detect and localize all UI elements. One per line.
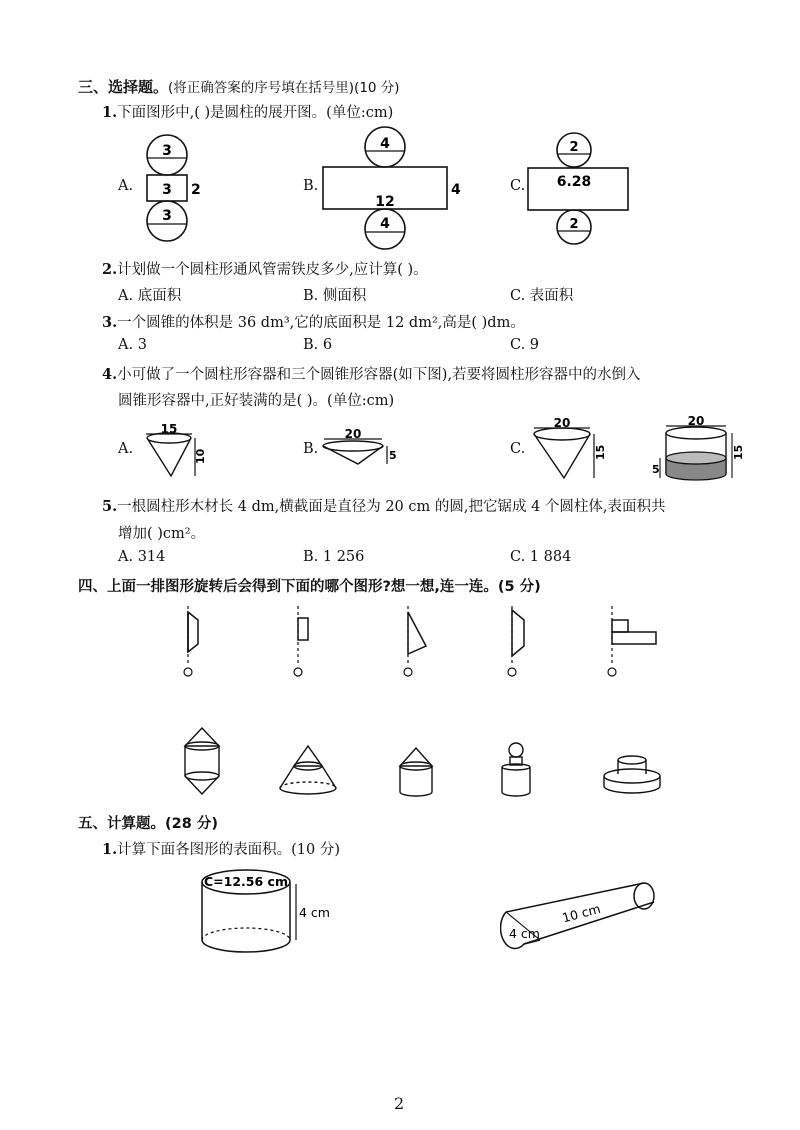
q2-option-c[interactable]: C. 表面积 xyxy=(510,288,574,304)
q1c-top-label: 2 xyxy=(569,140,579,155)
q4a-diameter-label: 15 xyxy=(160,422,178,436)
q4-option-a-label[interactable]: A. xyxy=(118,441,134,457)
q3-option-a[interactable]: A. 3 xyxy=(118,337,147,353)
q1a-bottom-label: 3 xyxy=(162,208,172,224)
solid-sphere-cylinder[interactable] xyxy=(502,743,530,796)
q1b-top-label: 4 xyxy=(380,136,390,152)
s5-half-length-label: 10 cm xyxy=(560,900,603,926)
q3-stem xyxy=(102,311,525,332)
s5-cyl-bottom-back xyxy=(202,928,290,940)
q4a-height-label: 10 xyxy=(194,448,207,464)
q5-stem-line1 xyxy=(102,495,666,516)
s5-q1-stem xyxy=(102,838,340,859)
q1-number: 1. xyxy=(102,104,118,121)
q1-option-c-label[interactable]: C. xyxy=(510,178,526,194)
q4c-diameter-label: 20 xyxy=(553,416,571,430)
q3-option-c[interactable]: C. 9 xyxy=(510,337,540,353)
q1-figure-c xyxy=(524,132,634,246)
plane-figure-4[interactable] xyxy=(508,606,524,676)
q3-number: 3. xyxy=(102,314,118,331)
q1-stem xyxy=(102,101,393,122)
q1-text: 下面图形中,( )是圆柱的展开图。(单位:cm) xyxy=(117,105,394,121)
q1c-length-label: 6.28 xyxy=(556,174,592,190)
solid-cone-cylinder[interactable] xyxy=(400,748,432,796)
cyl-water-surface xyxy=(666,452,726,464)
q4-stem-line2: 圆锥形容器中,正好装满的是( )。(单位:cm) xyxy=(118,393,395,409)
s5-half-diameter-label: 4 cm xyxy=(509,926,540,941)
q5-text-line1: 一根圆柱形木材长 4 dm,横截面是直径为 20 cm 的圆,把它锯成 4 个圆柱体,表面积共 xyxy=(117,499,666,515)
q4-cylinder xyxy=(652,416,752,486)
cyl-diameter-label: 20 xyxy=(687,416,705,428)
plane-figure-3[interactable] xyxy=(404,606,426,676)
solid-stacked-cones[interactable] xyxy=(280,746,336,794)
section5-title: 五、计算题。(28 分) xyxy=(78,816,218,832)
q1c-bottom-label: 2 xyxy=(569,217,579,232)
section4-title: 四、上面一排图形旋转后会得到下面的哪个图形?想一想,连一连。(5 分) xyxy=(78,579,541,595)
q4c-height-label: 15 xyxy=(594,444,607,460)
s5-q1-number: 1. xyxy=(102,841,118,858)
cyl-top-rim xyxy=(666,427,726,439)
s5-cylinder-figure xyxy=(196,864,346,964)
s5-half-cylinder-figure xyxy=(500,882,670,962)
q4-cone-c xyxy=(526,416,610,486)
q4-cone-a xyxy=(138,422,208,484)
q4-option-b-label[interactable]: B. xyxy=(303,441,319,457)
solid-double-cone-cylinder[interactable] xyxy=(185,728,219,794)
plane-figure-2[interactable] xyxy=(294,606,308,676)
q1a-side-label: 2 xyxy=(191,182,201,198)
q4-text-line1: 小可做了一个圆柱形容器和三个圆锥形容器(如下图),若要将圆柱形容器中的水倒入 xyxy=(117,367,641,383)
q1-option-b-label[interactable]: B. xyxy=(303,178,319,194)
q2-stem xyxy=(102,258,428,279)
q4-stem-line1 xyxy=(102,363,641,384)
q4b-cone-body xyxy=(323,446,383,464)
q5-option-a[interactable]: A. 314 xyxy=(118,549,166,565)
section4-bottom-row xyxy=(170,724,670,804)
s5-cyl-height-label: 4 cm xyxy=(299,905,330,920)
section4-top-row xyxy=(170,602,690,682)
plane-figure-5[interactable] xyxy=(608,606,656,676)
q1b-length-label: 12 xyxy=(375,194,395,210)
section3-note: (将正确答案的序号填在括号里)(10 分) xyxy=(168,80,400,96)
q5-option-b[interactable]: B. 1 256 xyxy=(303,549,365,565)
q1-option-a-label[interactable]: A. xyxy=(118,178,134,194)
cyl-height-label: 15 xyxy=(732,444,745,460)
section3-title: 三、选择题。 xyxy=(78,78,169,96)
q2-option-a[interactable]: A. 底面积 xyxy=(118,288,182,304)
q4-option-c-label[interactable]: C. xyxy=(510,441,526,457)
q4-number: 4. xyxy=(102,366,118,383)
s5-cyl-circumference-label: C=12.56 cm xyxy=(204,874,288,889)
q5-option-c[interactable]: C. 1 884 xyxy=(510,549,572,565)
q5-number: 5. xyxy=(102,498,118,515)
q5-stem-line2: 增加( )cm²。 xyxy=(118,526,206,542)
section3-heading xyxy=(78,76,400,97)
q4-cone-b xyxy=(318,426,398,470)
q4b-rim xyxy=(323,441,383,451)
q1-figure-a xyxy=(140,134,210,246)
solid-stacked-cylinders[interactable] xyxy=(604,756,660,793)
cyl-water-height-label: 5 xyxy=(652,463,660,476)
q4a-cone-body xyxy=(147,438,191,476)
q4b-height-label: 5 xyxy=(389,449,397,462)
q1a-top-label: 3 xyxy=(162,143,172,159)
q1b-side-label: 4 xyxy=(451,182,461,198)
q2-option-b[interactable]: B. 侧面积 xyxy=(303,288,367,304)
q3-option-b[interactable]: B. 6 xyxy=(303,337,333,353)
q4b-diameter-label: 20 xyxy=(344,427,362,441)
q2-number: 2. xyxy=(102,261,118,278)
q1-figure-b xyxy=(318,126,468,254)
q3-text: 一个圆锥的体积是 36 dm³,它的底面积是 12 dm²,高是( )dm。 xyxy=(117,315,525,331)
s5-q1-text: 计算下面各图形的表面积。(10 分) xyxy=(117,842,341,858)
page-number: 2 xyxy=(394,1094,405,1113)
plane-figure-1[interactable] xyxy=(184,606,198,676)
s5-cyl-bottom-front xyxy=(202,940,290,952)
q2-text: 计划做一个圆柱形通风管需铁皮多少,应计算( )。 xyxy=(117,262,428,278)
q1b-bottom-label: 4 xyxy=(380,216,390,232)
q1a-rect-label: 3 xyxy=(162,182,172,198)
